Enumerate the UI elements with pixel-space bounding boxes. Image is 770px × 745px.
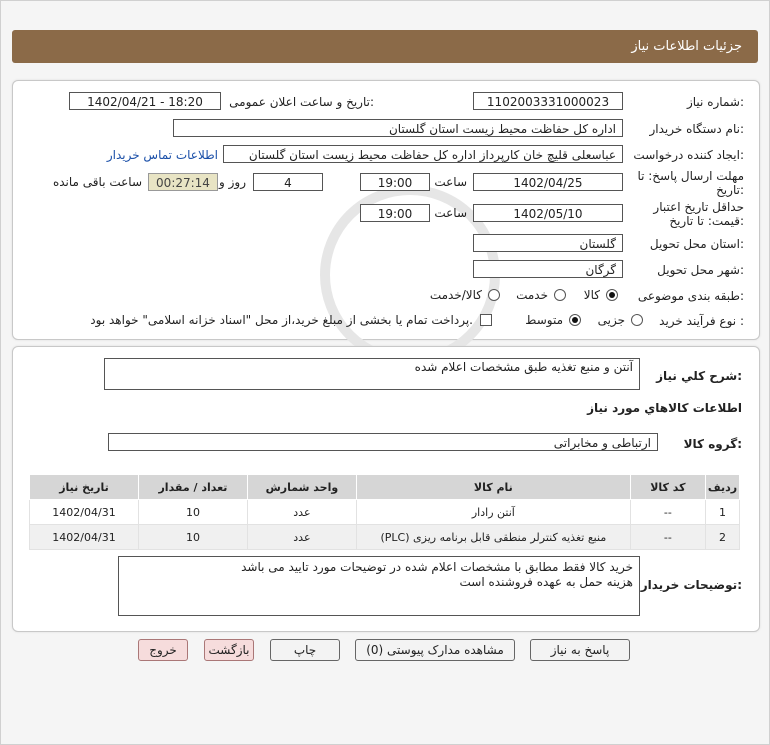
process-medium-radio[interactable] [569,314,581,326]
cell-row: 2 [705,525,739,550]
buyer-notes-line-1: خرید کالا فقط مطابق با مشخصات اعلام شده در توضیحات مورد تایید می باشد [241,560,633,574]
col-qty-header: تعداد / مقدار [139,475,248,500]
cell-code: -- [630,525,705,550]
col-date-header: تاریخ نیاز [30,475,139,500]
reply-date-field: 1402/04/25 [473,173,623,191]
summary-label: شرح کلي نياز: [656,369,742,383]
category-goods-label: کالا [583,288,600,302]
category-goods-service-label: کالا/خدمت [429,288,482,302]
table-row [30,500,740,525]
cell-code: -- [630,500,705,525]
page-title: جزئیات اطلاعات نیاز [631,39,742,54]
validity-date-field: 1402/05/10 [473,204,623,222]
cell-qty: 10 [139,500,248,525]
col-name-header: نام کالا [356,475,630,500]
remaining-timer: 00:27:14 [148,173,218,191]
validity-time-label: ساعت [434,206,467,220]
cell-date: 1402/04/31 [30,525,139,550]
buyer-org-field: اداره کل حفاظت محیط زیست استان گلستان [173,119,623,137]
reply-time-label: ساعت [434,175,467,189]
cell-name: آنتن رادار [356,500,630,525]
cell-date: 1402/04/31 [30,500,139,525]
process-medium-label: متوسط [525,313,563,327]
remaining-label: ساعت باقی مانده [52,175,142,189]
reply-deadline-label: مهلت ارسال پاسخ: تا تاریخ: [637,169,744,197]
province-field: گلستان [473,234,623,252]
attachments-button[interactable]: مشاهده مدارک پیوستی (0) [355,639,515,661]
page-header [12,30,758,63]
need-number-field: 1102003331000023 [473,92,623,110]
category-goods-service-radio[interactable] [488,289,500,301]
col-code-header: کد کالا [630,475,705,500]
cell-unit: عدد [247,500,356,525]
province-label: استان محل تحویل: [649,237,744,251]
print-button[interactable]: چاپ [270,639,340,661]
exit-button[interactable]: خروج [138,639,188,661]
cell-unit: عدد [247,525,356,550]
cell-qty: 10 [139,525,248,550]
reply-time-field: 19:00 [360,173,430,191]
buyer-contact-link[interactable]: اطلاعات تماس خریدار [106,148,218,162]
reply-button[interactable]: پاسخ به نیاز [530,639,630,661]
category-service-radio[interactable] [554,289,566,301]
buyer-org-label: نام دستگاه خریدار: [649,122,744,136]
days-field: 4 [253,173,323,191]
buyer-notes-box [118,556,640,616]
back-button[interactable]: بازگشت [204,639,254,661]
cell-name: منبع تغذیه کنترلر منطقی قابل برنامه ریزی (PLC) [356,525,630,550]
announce-datetime-field: 1402/04/21 - 18:20 [69,92,221,110]
creator-field: عباسعلی قلیچ خان کارپرداز اداره کل حفاظت محیط زیست استان گلستان [223,145,623,163]
validity-time-field: 19:00 [360,204,430,222]
cell-row: 1 [705,500,739,525]
goods-table [29,474,740,550]
treasury-payment-note: پرداخت تمام یا بخشی از مبلغ خرید،از محل "اسناد خزانه اسلامی" خواهد بود. [90,313,473,327]
summary-field: آنتن و منبع تغذیه طبق مشخصات اعلام شده [104,358,640,390]
announce-label: تاریخ و ساعت اعلان عمومی: [229,95,374,109]
category-goods-radio[interactable] [606,289,618,301]
buyer-notes-label: توضیحات خریدار: [640,578,742,592]
process-minor-radio[interactable] [631,314,643,326]
creator-label: ایجاد کننده درخواست: [633,148,744,162]
need-number-label: شماره نیاز: [686,95,744,109]
table-row [30,525,740,550]
treasury-payment-checkbox[interactable] [480,314,492,326]
days-label: روز و [219,175,246,189]
col-row-header: ردیف [705,475,739,500]
goods-group-label: گروه کالا: [683,437,742,451]
validity-label: حداقل تاریخ اعتبار قیمت: تا تاریخ: [653,200,744,228]
process-label: نوع فرآیند خرید : [659,314,744,328]
col-unit-header: واحد شمارش [247,475,356,500]
city-label: شهر محل تحویل: [657,263,744,277]
goods-table-header [30,475,740,500]
goods-info-title: اطلاعات کالاهاي مورد نياز [587,401,742,415]
category-label: طبقه بندی موضوعی: [637,289,744,303]
process-minor-label: جزیی [597,313,625,327]
city-field: گرگان [473,260,623,278]
goods-group-field: ارتباطی و مخابراتی [108,433,658,451]
category-service-label: خدمت [516,288,548,302]
buyer-notes-line-2: هزینه حمل به عهده فروشنده است [459,575,633,589]
